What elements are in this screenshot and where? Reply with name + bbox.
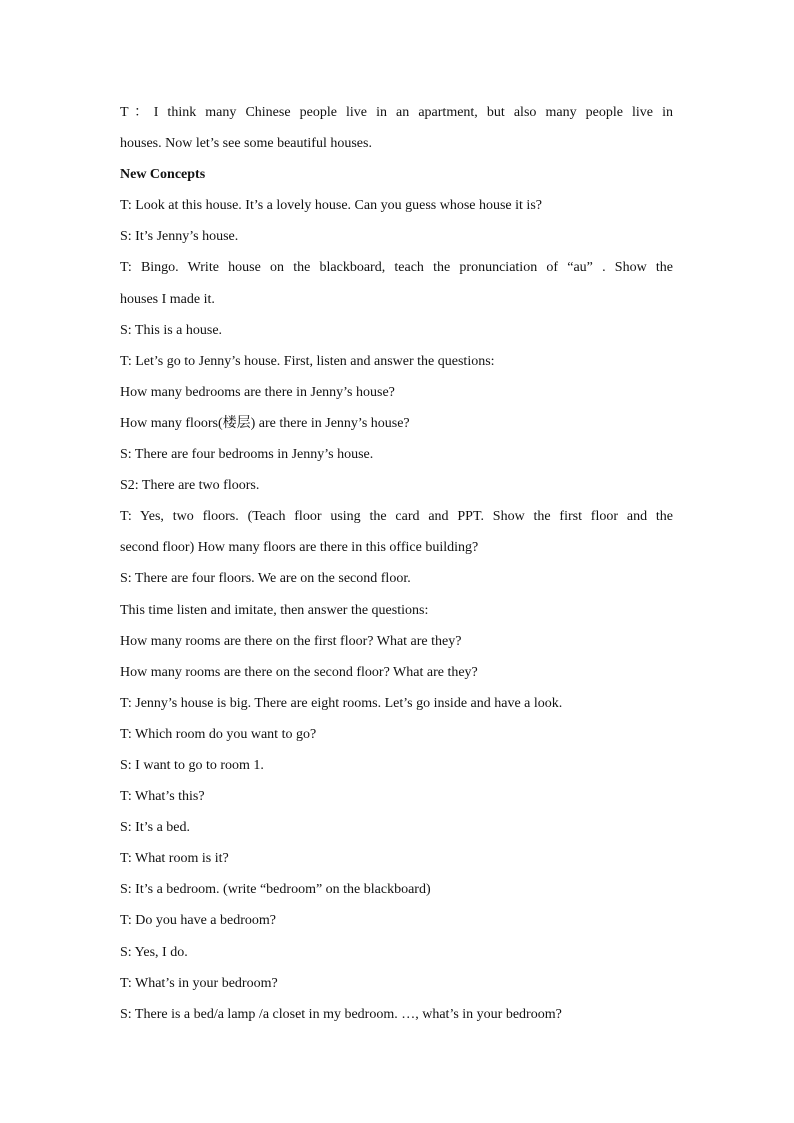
dialogue-line: houses I made it. (120, 291, 215, 307)
dialogue-line: T: What’s in your bedroom? (120, 975, 278, 991)
section-heading: New Concepts (120, 167, 206, 183)
dialogue-line: T: Yes, two floors. (Teach floor using the card and PPT. Show the first floor and the (120, 509, 673, 525)
dialogue-line: T: What’s this? (120, 789, 205, 805)
dialogue-line: How many bedrooms are there in Jenny’s house? (120, 384, 395, 400)
dialogue-line: How many rooms are there on the second floor? What are they? (120, 664, 478, 680)
document-body (120, 97, 673, 1030)
dialogue-line: T: Bingo. Write house on the blackboard, teach the pronunciation of “au” . Show the (120, 260, 673, 276)
dialogue-line: S: It’s Jenny’s house. (120, 229, 239, 245)
dialogue-line: S: There are four floors. We are on the second floor. (120, 571, 411, 587)
dialogue-line: S: I want to go to room 1. (120, 757, 264, 773)
dialogue-line: T: Do you have a bedroom? (120, 913, 276, 929)
dialogue-line: T: Jenny’s house is big. There are eight rooms. Let’s go inside and have a look. (120, 695, 563, 711)
dialogue-line: S: Yes, I do. (120, 944, 188, 960)
intro-line-1: T：I think many Chinese people live in an apartment, but also many people live in (120, 105, 673, 120)
dialogue-line: S: It’s a bed. (120, 820, 190, 836)
intro-line-2: houses. Now let’s see some beautiful houses. (120, 136, 372, 152)
dialogue-line: S: There is a bed/a lamp /a closet in my bedroom. …, what’s in your bedroom? (120, 1006, 562, 1022)
dialogue-line: T: What room is it? (120, 851, 229, 867)
dialogue-line: T: Look at this house. It’s a lovely house. Can you guess whose house it is? (120, 198, 542, 214)
dialogue-line: S2: There are two floors. (120, 478, 260, 494)
dialogue-line: T: Let’s go to Jenny’s house. First, listen and answer the questions: (120, 353, 495, 369)
dialogue-line: S: There are four bedrooms in Jenny’s house. (120, 447, 374, 463)
dialogue-line: S: It’s a bedroom. (write “bedroom” on the blackboard) (120, 882, 431, 898)
dialogue-line: second floor) How many floors are there in this office building? (120, 540, 479, 556)
dialogue-line: T: Which room do you want to go? (120, 726, 317, 742)
dialogue-line: S: This is a house. (120, 322, 223, 338)
dialogue-line: How many floors(楼层) are there in Jenny’s house? (120, 415, 410, 431)
dialogue-line: How many rooms are there on the first floor? What are they? (120, 633, 462, 649)
dialogue-line: This time listen and imitate, then answer the questions: (120, 602, 429, 618)
